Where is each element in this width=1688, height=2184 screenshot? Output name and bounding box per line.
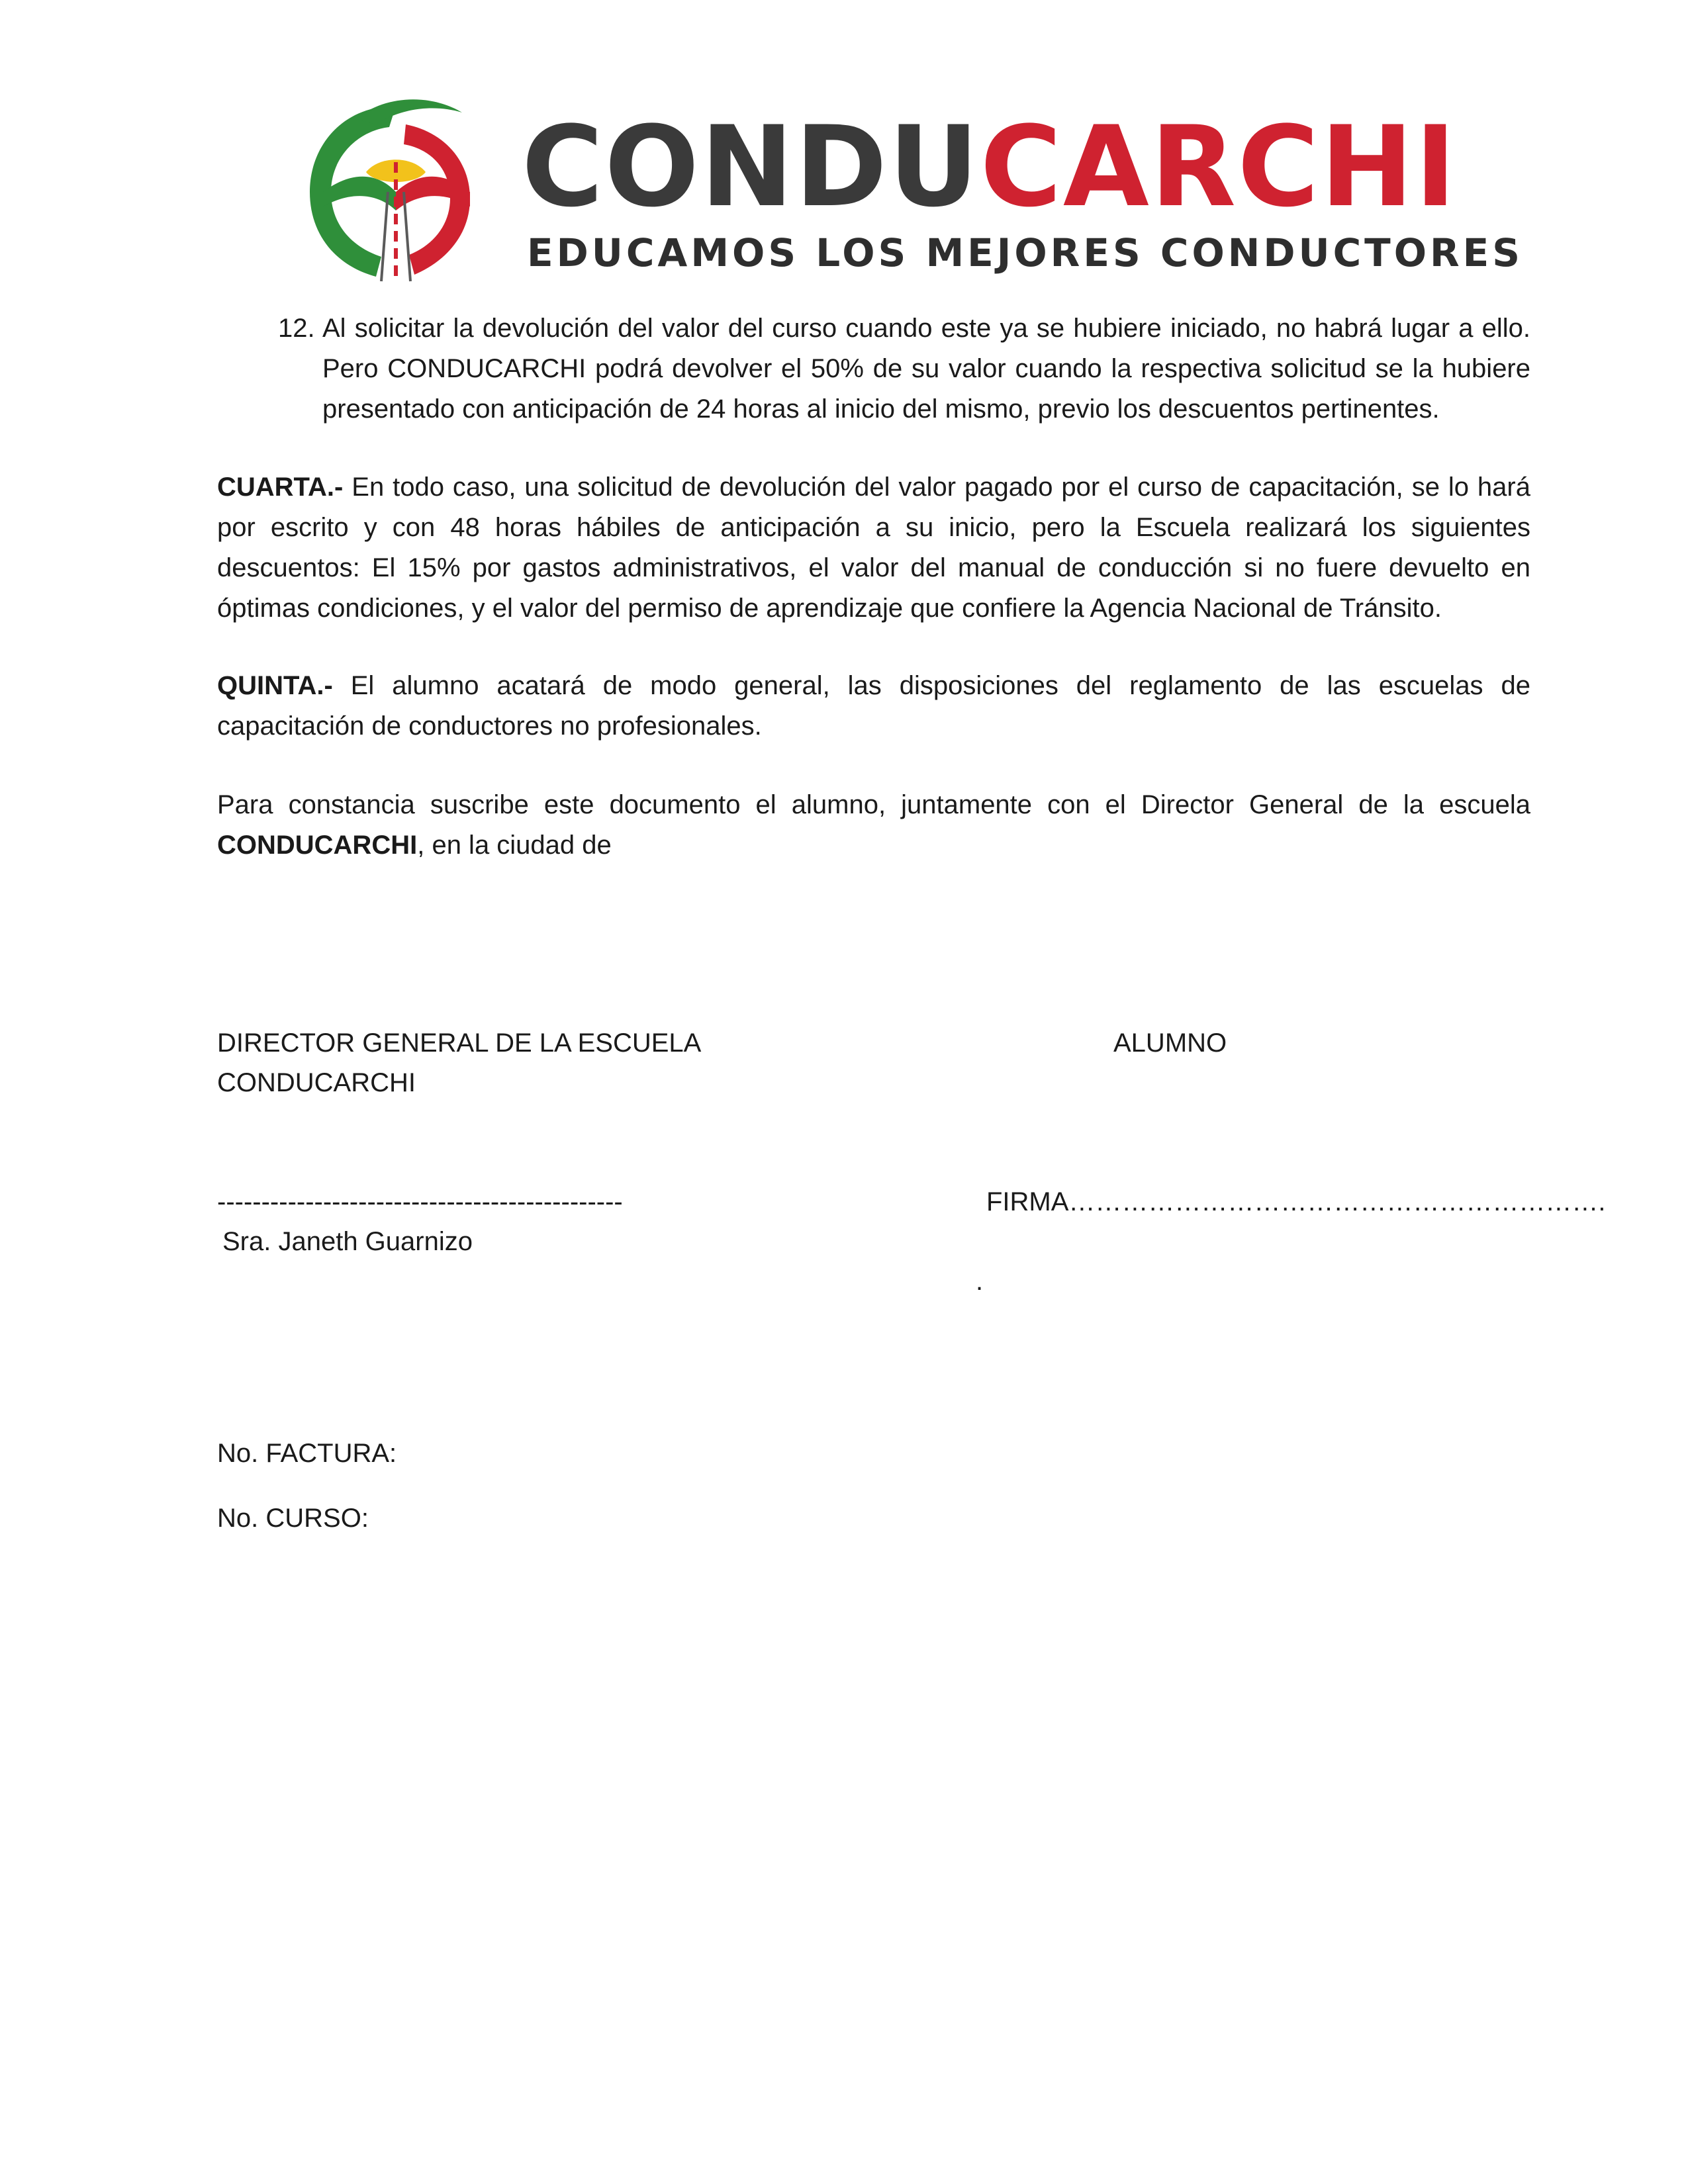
director-label-line2: CONDUCARCHI [217, 1068, 416, 1097]
logo-name-part1: CONDU [522, 102, 980, 232]
cuarta-heading: CUARTA.- [217, 473, 344, 502]
quinta-heading: QUINTA.- [217, 671, 333, 700]
constancia-text: Para constancia suscribe este documento el alumno, juntamente con el Director General de la escuela [217, 790, 1530, 819]
director-label-line1: DIRECTOR GENERAL DE LA ESCUELA [217, 1028, 702, 1058]
constancia-tail: , en la ciudad de [417, 831, 612, 860]
quinta-text: El alumno acatará de modo general, las disposiciones del reglamento de las escuelas de capacitación de conductores no profesionales. [217, 671, 1530, 741]
director-signature-line: ---------------------------------------------- [217, 1187, 623, 1216]
logo-name-part2: CARCHI [980, 102, 1458, 232]
director-name: Sra. Janeth Guarnizo [222, 1227, 473, 1256]
logo-tagline: EDUCAMOS LOS MEJORES CONDUCTORES [527, 230, 1524, 275]
curso-label: No. CURSO: [217, 1504, 369, 1533]
constancia-school: CONDUCARCHI [217, 831, 418, 860]
cuarta-text: En todo caso, una solicitud de devolución del valor pagado por el curso de capacitación, se lo hará por escrito y con 48 horas hábiles de anticipación a su inicio, pero la Escuela realizará los siguientes descuentos: El 15% por gastos administrativos, el valor del manual de conducción si no fuere devuelto en óptimas condiciones, y el valor del permiso de aprendizaje que confiere la Agencia Nacional de Tránsito. [217, 473, 1530, 623]
clause-number: 12. [278, 314, 315, 343]
constancia-paragraph [217, 785, 1530, 866]
student-signature-dot: . [976, 1267, 984, 1296]
clause-quinta [217, 666, 1530, 747]
conducarchi-logo [297, 93, 1524, 285]
clause-text: Al solicitar la devolución del valor del curso cuando este ya se hubiere iniciado, no habrá lugar a ello. Pero CONDUCARCHI podrá devolver el 50% de su valor cuando la respectiva solicitud se la hubiere presentado con anticipación de 24 horas al inicio del mismo, previo los descuentos pertinentes. [322, 314, 1530, 424]
factura-label: No. FACTURA: [217, 1439, 397, 1468]
steering-wheel-emblem-icon [297, 93, 495, 285]
student-label: ALUMNO [1113, 1028, 1227, 1058]
logo-title [522, 102, 1458, 232]
student-signature-field[interactable]: FIRMA……………………………………………………. [986, 1187, 1606, 1216]
clause-cuarta [217, 467, 1530, 629]
